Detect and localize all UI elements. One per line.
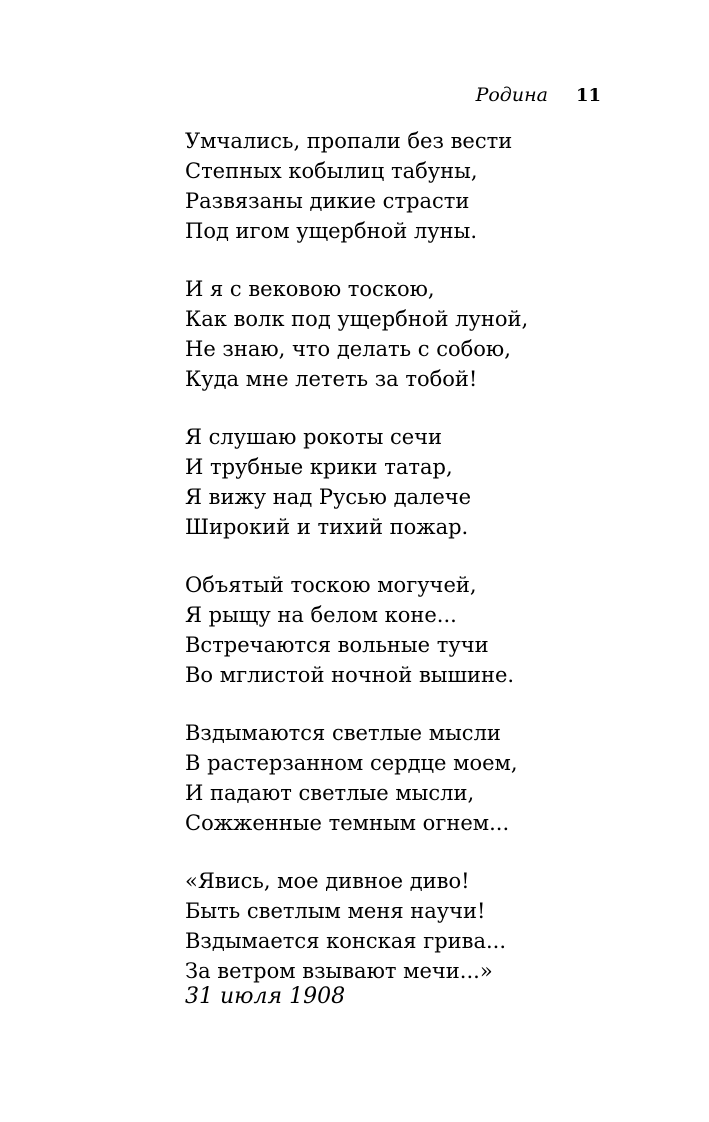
running-title: Родина [475,84,548,106]
stanza [185,718,528,838]
poem-line: Развязаны дикие страсти [185,189,470,213]
poem-line: Широкий и тихий пожар. [185,515,469,539]
poem-line: Вздымаются светлые мысли [185,721,501,745]
poem-line: Объятый тоскою могучей, [185,573,477,597]
poem-line: Сожженные темным огнем... [185,811,510,835]
poem-line: Как волк под ущербной луной, [185,307,529,331]
stanza [185,422,528,542]
poem-line: Я вижу над Русью далече [185,485,472,509]
poem-line: Встречаются вольные тучи [185,633,489,657]
poem-line: И трубные крики татар, [185,455,453,479]
poem-line: Во мглистой ночной вышине. [185,663,515,687]
poem-line: «Явись, мое дивное диво! [185,869,470,893]
stanza [185,126,528,246]
poem-body [185,126,528,1014]
poem-line: И падают светлые мысли, [185,781,475,805]
poem-line: Куда мне лететь за тобой! [185,367,478,391]
stanza [185,274,528,394]
poem-line: Под игом ущербной луны. [185,219,478,243]
poem-line: Я рыщу на белом коне... [185,603,457,627]
stanza [185,570,528,690]
poem-date: 31 июля 1908 [185,984,346,1009]
stanza [185,866,528,986]
poem-line: Быть светлым меня научи! [185,899,486,923]
poem-line: И я с вековою тоскою, [185,277,435,301]
poem-line: Степных кобылиц табуны, [185,159,478,183]
poem-line: Вздымается конская грива... [185,929,507,953]
poem-line: За ветром взывают мечи...» [185,959,493,983]
running-head [476,84,601,108]
poem-line: Не знаю, что делать с собою, [185,337,511,361]
poem-line: Я слушаю рокоты сечи [185,425,443,449]
poem-line: Умчались, пропали без вести [185,129,513,153]
page-number: 11 [575,85,601,106]
poem-line: В растерзанном сердце моем, [185,751,518,775]
